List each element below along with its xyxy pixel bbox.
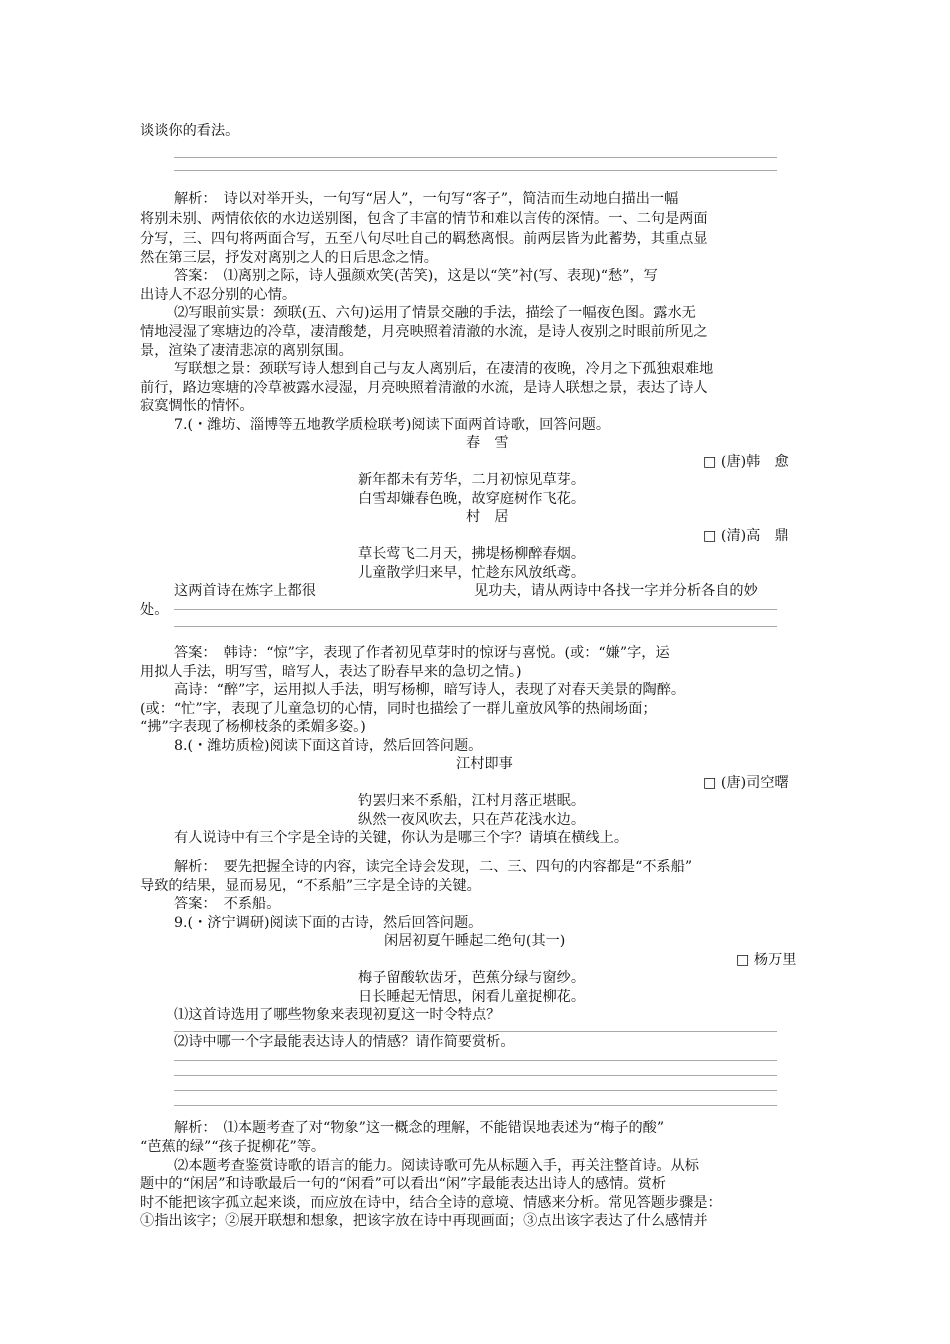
answer-text: 寂寞惆怅的情怀。 [140, 398, 254, 414]
analysis-line: ⑵本题考查鉴赏诗歌的语言的能力。阅读诗歌可先从标题入手，再关注整首诗。从标 [174, 1158, 699, 1174]
answer-text: 出诗人不忍分别的心情。 [140, 287, 297, 303]
question-text: 见功夫，请从两诗中各找一字并分析各自的妙 [474, 583, 758, 599]
answer-text: “拂”字表现了杨柳枝条的柔媚多姿。) [140, 719, 366, 735]
text-line: 谈谈你的看法。 [140, 123, 240, 139]
poem-line: 梅子留酸软齿牙，芭蕉分绿与窗纱。 [358, 970, 586, 986]
analysis-line: 解析： 要先把握全诗的内容，读完全诗会发现，二、三、四句的内容都是“不系船” [174, 859, 693, 875]
poem-line: 新年都未有芳华，二月初惊见草芽。 [358, 472, 586, 488]
poem-line: 儿童散学归来早，忙趁东风放纸鸢。 [358, 565, 586, 581]
analysis-line: 将别未别、两情依依的水边送别图，包含了丰富的情节和难以言传的深情。一、二句是两面 [140, 211, 708, 227]
answer-line [174, 157, 777, 158]
answer-line [174, 1060, 777, 1061]
question-text: 这两首诗在炼字上都很 [174, 583, 316, 599]
poem-title: 江村即事 [456, 756, 513, 772]
answer-text: 答案： ⑴离别之际，诗人强颜欢笑(苦笑)，这是以“笑”衬(写、表现)“愁”，写 [174, 268, 658, 284]
poem-author: □ 杨万里 [736, 952, 797, 968]
question-text: 处。 [140, 602, 169, 618]
answer-text: 景，渲染了凄清悲凉的离别氛围。 [140, 343, 353, 359]
answer-text: (或：“忙”字，表现了儿童急切的心情，同时也描绘了一群儿童放风筝的热闹场面； [140, 701, 657, 717]
poem-line: 日长睡起无情思，闲看儿童捉柳花。 [358, 989, 586, 1005]
analysis-line: 题中的“闲居”和诗歌最后一句的“闲看”可以看出“闲”字最能表达出诗人的感情。赏析 [140, 1176, 666, 1192]
question-text: ⑵诗中哪一个字最能表达诗人的情感？请作简要赏析。 [174, 1034, 515, 1050]
poem-title: 闲居初夏午睡起二绝句(其一) [384, 933, 566, 949]
answer-text: 答案： 不系船。 [174, 896, 281, 912]
poem-author: □ (唐)韩 愈 [703, 454, 789, 470]
analysis-line: “芭蕉的绿”“孩子捉柳花”等。 [140, 1139, 326, 1155]
poem-line: 纵然一夜风吹去，只在芦花浅水边。 [358, 812, 586, 828]
answer-text: ⑵写眼前实景：颈联(五、六句)运用了情景交融的手法，描绘了一幅夜色图。露水无 [174, 305, 696, 321]
analysis-line: 分写，三、四句将两面合写，五至八句尽吐自己的羁愁离恨。前两层皆为此蓄势，其重点显 [140, 231, 708, 247]
analysis-line: 然在第三层，抒发对离别之人的日后思念之情。 [140, 250, 438, 266]
question-text: ⑴这首诗选用了哪些物象来表现初夏这一时令特点？ [174, 1007, 501, 1023]
analysis-line: 解析： ⑴本题考查了对“物象”这一概念的理解，不能错误地表述为“梅子的酸” [174, 1120, 665, 1136]
poem-line: 钓罢归来不系船，江村月落正堪眠。 [358, 793, 586, 809]
answer-text: 情地浸湿了寒塘边的冷草，凄清酸楚，月亮映照着清澈的水流，是诗人夜别之时眼前所见之 [140, 324, 708, 340]
poem-author: □ (唐)司空曙 [703, 775, 789, 791]
poem-author: □ (清)高 鼎 [703, 528, 789, 544]
question-8: 8.(・潍坊质检)阅读下面这首诗，然后回答问题。 [174, 738, 483, 754]
poem-title: 村 居 [466, 509, 509, 525]
answer-text: 前行，路边寒塘的冷草被露水浸湿，月亮映照着清澈的水流，是诗人联想之景，表达了诗人 [140, 380, 708, 396]
answer-text: 答案： 韩诗：“惊”字，表现了作者初见草芽时的惊讶与喜悦。(或：“嫌”字，运 [174, 645, 670, 661]
poem-line: 白雪却嫌春色晚，故穿庭树作飞花。 [358, 491, 586, 507]
poem-line: 草长莺飞二月天，拂堤杨柳醉春烟。 [358, 546, 586, 562]
answer-line [174, 1105, 777, 1106]
answer-text: 写联想之景：颈联写诗人想到自己与友人离别后，在凄清的夜晚，冷月之下孤独艰难地 [174, 361, 714, 377]
analysis-line: 时不能把该字孤立起来谈，而应放在诗中，结合全诗的意境、情感来分析。常见答题步骤是： [140, 1195, 722, 1211]
question-7: 7.(・潍坊、淄博等五地教学质检联考)阅读下面两首诗歌，回答问题。 [174, 417, 611, 433]
answer-text: 用拟人手法，明写雪，暗写人，表达了盼春早来的急切之情。) [140, 664, 522, 680]
analysis-line: ①指出该字；②展开联想和想象，把该字放在诗中再现画面；③点出该字表达了什么感情并 [140, 1213, 708, 1229]
answer-line [174, 1075, 777, 1076]
answer-line [174, 170, 777, 171]
question-9: 9.(・济宁调研)阅读下面的古诗，然后回答问题。 [174, 915, 483, 931]
answer-line [174, 1090, 777, 1091]
question-text: 有人说诗中有三个字是全诗的关键，你认为是哪三个字？请填在横线上。 [174, 830, 629, 846]
answer-line [174, 626, 777, 627]
answer-text: 高诗：“醉”字，运用拟人手法，明写杨柳，暗写诗人，表现了对春天美景的陶醉。 [174, 682, 686, 698]
poem-title: 春 雪 [466, 435, 509, 451]
analysis-line: 导致的结果，显而易见，“不系船”三字是全诗的关键。 [140, 878, 481, 894]
answer-line [174, 609, 777, 610]
analysis-line: 解析： 诗以对举开头，一句写“居人”，一句写“客子”，简洁而生动地白描出一幅 [174, 191, 679, 207]
